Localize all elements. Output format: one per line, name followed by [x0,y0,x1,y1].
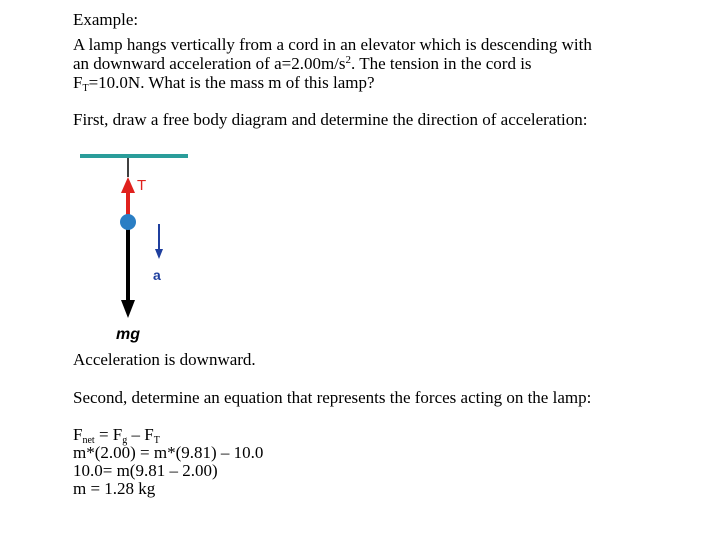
step2-instruction: Second, determine an equation that represents the forces acting on the lamp: [73,388,592,407]
equation-4: m = 1.28 kg [73,479,156,498]
force-symbol: F [73,73,83,92]
problem-line-2-text: an downward acceleration of a=2.00m/s [73,54,346,73]
tension-subscript: T [153,435,160,446]
problem-line-2-tail: . The tension in the cord is [351,54,532,73]
tension-force-symbol: – F [127,425,154,444]
problem-line-3-tail: =10.0N. What is the mass m of this lamp? [88,73,375,92]
equation-2: m*(2.00) = m*(9.81) – 10.0 [73,443,264,462]
net-force-symbol: F [73,425,83,444]
force-subscript: T [82,83,89,94]
example-heading: Example: [73,10,139,29]
gravity-subscript: g [122,435,128,446]
gravity-force-symbol: = F [94,425,123,444]
tension-label: T [137,177,147,194]
net-subscript: net [82,435,95,446]
weight-label: mg [116,326,140,343]
exponent: 2 [345,54,352,66]
acceleration-label: a [153,267,161,283]
weight-arrow-icon [121,224,135,318]
conclusion-text: Acceleration is downward. [73,350,256,369]
acceleration-arrow-icon [155,224,163,259]
equation-3: 10.0= m(9.81 – 2.00) [73,461,218,480]
problem-line-1: A lamp hangs vertically from a cord in an elevator which is descending with [73,35,592,54]
ceiling-bar [80,154,188,158]
step1-instruction: First, draw a free body diagram and determine the direction of acceleration: [73,110,588,129]
tension-arrow-icon [121,177,135,220]
lamp-dot [120,214,136,230]
equation-1 [73,426,160,444]
